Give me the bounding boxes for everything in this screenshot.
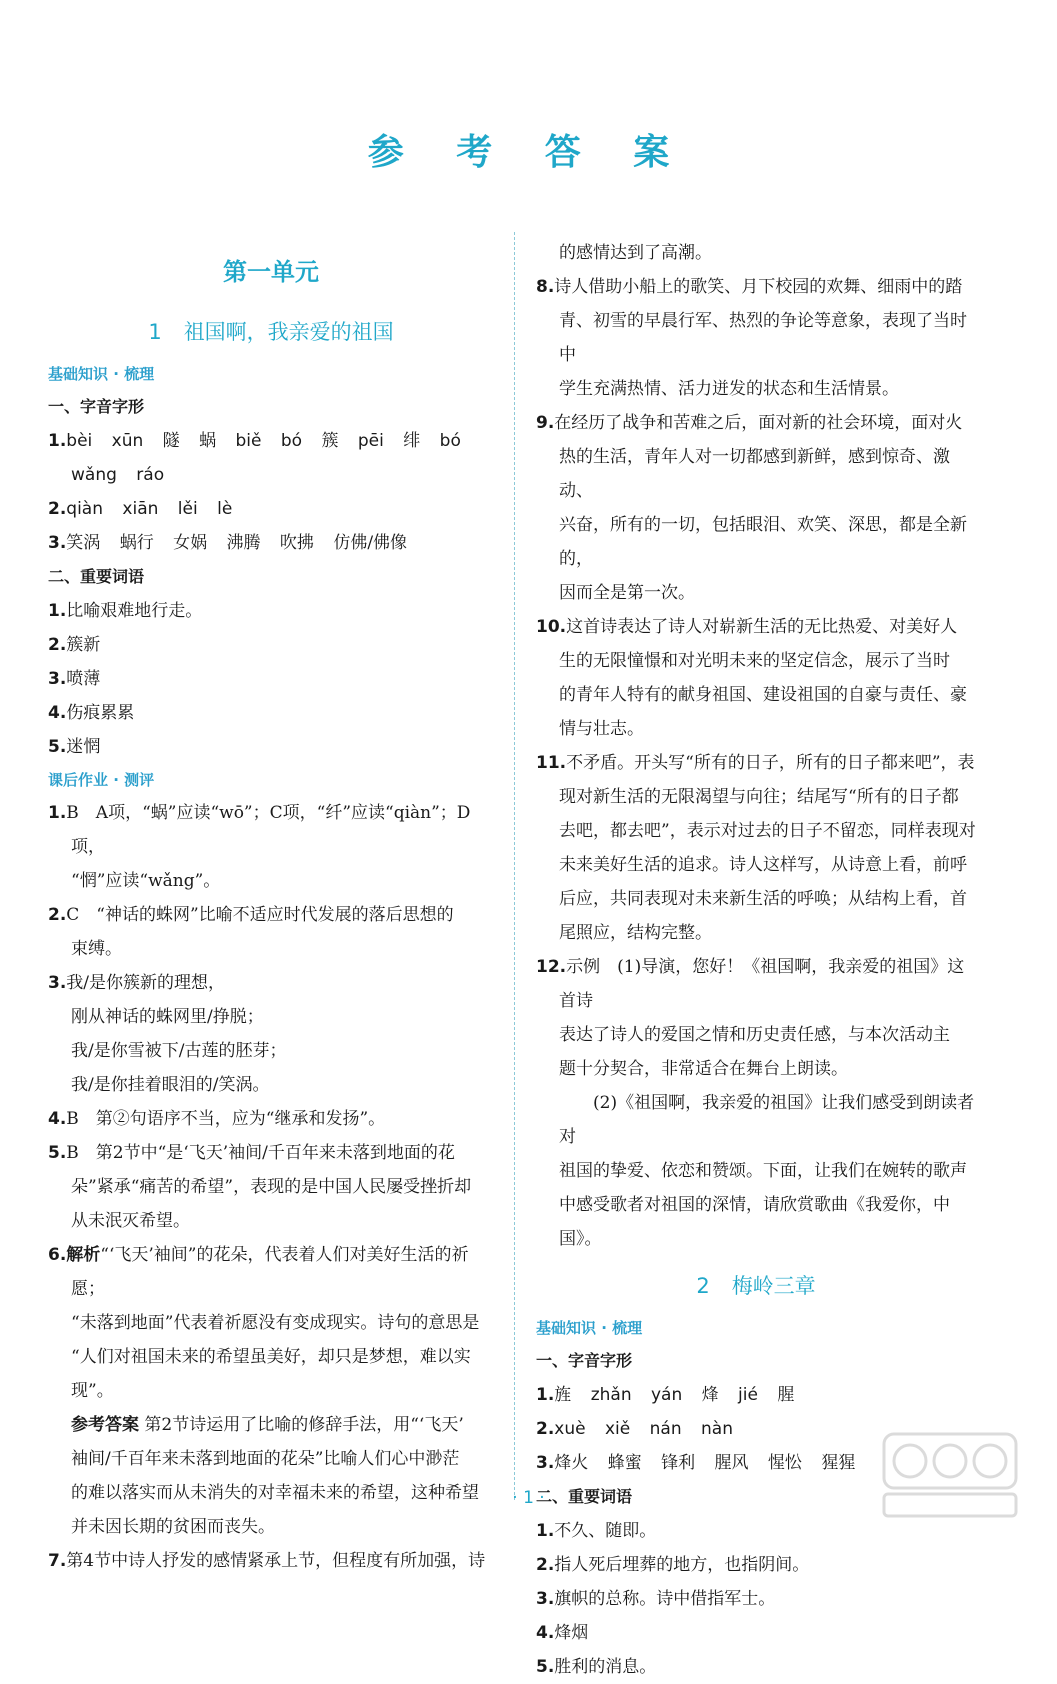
answer-continuation: 束缚。 [71, 939, 122, 959]
lesson-2-title [536, 1268, 976, 1304]
answer-continuation: 未来美好生活的追求。诗人这样写，从诗意上看，前呼 [559, 855, 967, 875]
answer-continuation: 去吧，都去吧”，表示对过去的日子不留恋，同样表现对 [559, 821, 976, 841]
answer-continuation: 我/是你雪被下/古莲的胚芽； [71, 1041, 287, 1061]
sub-heading: 二、重要词语 [536, 1487, 633, 1506]
answer-item: 7.第4节中诗人抒发的感情紧承上节，但程度有所加强，诗 [48, 1551, 486, 1571]
answer-item: 5.迷惘 [48, 737, 101, 757]
answer-item: 4.烽烟 [536, 1623, 589, 1643]
answer-continuation: “未落到地面”代表着祈愿没有变成现实。诗句的意思是 [71, 1313, 480, 1333]
answer-item: 9.在经历了战争和苦难之后，面对新的社会环境，面对火 [536, 413, 963, 433]
sub-heading: 一、字音字形 [536, 1351, 633, 1370]
answer-item: 4.B 第②句语序不当，应为“继承和发扬”。 [48, 1109, 386, 1129]
answer-continuation: 题十分契合，非常适合在舞台上朗读。 [559, 1059, 848, 1079]
unit-title: 第一单元 [223, 257, 319, 286]
answer-continuation: 的难以落实而从未消失的对幸福未来的希望，这种希望 [71, 1483, 479, 1503]
lesson-name: 祖国啊，我亲爱的祖国 [183, 320, 394, 344]
answer-continuation: 的青年人特有的献身祖国、建设祖国的自豪与责任、豪 [559, 685, 967, 705]
answer-item: 6.解析“‘飞天’袖间”的花朵，代表着人们对美好生活的祈愿； [48, 1245, 469, 1299]
answer-item: 2.簇新 [48, 635, 101, 655]
answer-continuation: 兴奋，所有的一切，包括眼泪、欢笑、深思，都是全新的， [559, 515, 967, 569]
section-label: 基础知识 · 梳理 [536, 1319, 643, 1337]
answer-item: 2.xuè xiě nán nàn [536, 1419, 733, 1439]
answer-continuation: 后应，共同表现对未来新生活的呼唤；从结构上看，首 [559, 889, 967, 909]
answer-continuation: 因而全是第一次。 [559, 583, 695, 603]
answer-continuation: 情与壮志。 [559, 719, 644, 739]
answer-item: 12.示例 (1)导演，您好！《祖国啊，我亲爱的祖国》这首诗 [536, 957, 965, 1011]
answer-continuation: 中感受歌者对祖国的深情，请欣赏歌曲《我爱你，中国》。 [559, 1195, 950, 1249]
answer-continuation: 青、初雪的早晨行军、热烈的争论等意象，表现了当时中 [559, 311, 967, 365]
column-divider [514, 232, 515, 1500]
answer-item: 1.不久、随即。 [536, 1521, 657, 1541]
answer-continuation: “惘”应读“wǎng”。 [71, 871, 221, 891]
section-label: 课后作业 · 测评 [48, 771, 155, 789]
answer-continuation: 的感情达到了高潮。 [559, 243, 712, 263]
answer-continuation: 参考答案 第2节诗运用了比喻的修辞手法，用“‘飞天’ [71, 1415, 464, 1435]
answer-item: 3.旗帜的总称。诗中借指军士。 [536, 1589, 776, 1609]
answer-item: 3.笑涡 蜗行 女娲 沸腾 吹拂 仿佛/佛像 [48, 533, 408, 553]
answer-continuation: 祖国的挚爱、依恋和赞颂。下面，让我们在婉转的歌声 [559, 1161, 967, 1181]
answer-continuation: wǎng ráo [71, 465, 165, 485]
lesson-number: 2 [696, 1274, 710, 1298]
answer-continuation: 生的无限憧憬和对光明未来的坚定信念，展示了当时 [559, 651, 950, 671]
answer-continuation: 学生充满热情、活力迸发的状态和生活情景。 [559, 379, 899, 399]
answer-item: 5.胜利的消息。 [536, 1657, 657, 1677]
answer-continuation: 朵”紧承“痛苦的希望”，表现的是中国人民屡受挫折却 [71, 1177, 472, 1197]
answer-item: 1.B A项，“蜗”应读“wō”；C项，“纤”应读“qiàn”；D项， [48, 803, 471, 857]
answer-item: 2.C “神话的蛛网”比喻不适应时代发展的落后思想的 [48, 905, 454, 925]
answer-item: 1.旌 zhǎn yán 烽 jié 腥 [536, 1385, 795, 1405]
lesson-number: 1 [148, 320, 162, 344]
lesson-1-title [48, 314, 494, 350]
answer-item: 4.伤痕累累 [48, 703, 135, 723]
answer-continuation: 热的生活，青年人对一切都感到新鲜，感到惊奇、激动、 [559, 447, 950, 501]
answer-item: 5.B 第2节中“是‘飞天’袖间/千百年来未落到地面的花 [48, 1143, 455, 1163]
answer-paragraph: (2)《祖国啊，我亲爱的祖国》让我们感受到朗读者对 [559, 1093, 975, 1147]
answer-continuation: 尾照应，结构完整。 [559, 923, 712, 943]
answer-item: 2.qiàn xiān lěi lè [48, 499, 233, 519]
answer-item: 3.喷薄 [48, 669, 101, 689]
answer-continuation: 现对新生活的无限渴望与向往；结尾写“所有的日子都 [559, 787, 959, 807]
answer-continuation: 我/是你挂着眼泪的/笑涡。 [71, 1075, 270, 1095]
answer-item: 3.我/是你簇新的理想， [48, 973, 226, 993]
answer-continuation: 袖间/千百年来未落到地面的花朵”比喻人们心中渺茫 [71, 1449, 460, 1469]
page-number: · 1 · [512, 1488, 545, 1508]
page-title: 参 考 答 案 [367, 131, 690, 173]
left-column [48, 238, 494, 1578]
answer-continuation: 从未泯灭希望。 [71, 1211, 190, 1231]
answer-continuation: 刚从神话的蛛网里/挣脱； [71, 1007, 264, 1027]
answer-item: 11.不矛盾。开头写“所有的日子，所有的日子都来吧”，表 [536, 753, 975, 773]
watermark-logo-icon [880, 1430, 1020, 1520]
answer-item: 1.bèi xūn 隧 蜗 biě bó 簇 pēi 绯 bó [48, 431, 461, 451]
answer-continuation: 表达了诗人的爱国之情和历史责任感，与本次活动主 [559, 1025, 950, 1045]
answer-continuation: “人们对祖国未来的希望虽美好，却只是梦想，难以实现”。 [71, 1347, 471, 1401]
answer-continuation: 并未因长期的贫困而丧失。 [71, 1517, 275, 1537]
answer-item: 10.这首诗表达了诗人对崭新生活的无比热爱、对美好人 [536, 617, 958, 637]
answer-item: 3.烽火 蜂蜜 锋利 腥风 惺忪 猩猩 [536, 1453, 856, 1473]
answer-item: 2.指人死后埋葬的地方，也指阴间。 [536, 1555, 810, 1575]
sub-heading: 一、字音字形 [48, 397, 145, 416]
answer-item: 8.诗人借助小船上的歌笑、月下校园的欢舞、细雨中的踏 [536, 277, 963, 297]
section-label: 基础知识 · 梳理 [48, 365, 155, 383]
answer-item: 1.比喻艰难地行走。 [48, 601, 203, 621]
sub-heading: 二、重要词语 [48, 567, 145, 586]
lesson-name: 梅岭三章 [731, 1274, 816, 1298]
